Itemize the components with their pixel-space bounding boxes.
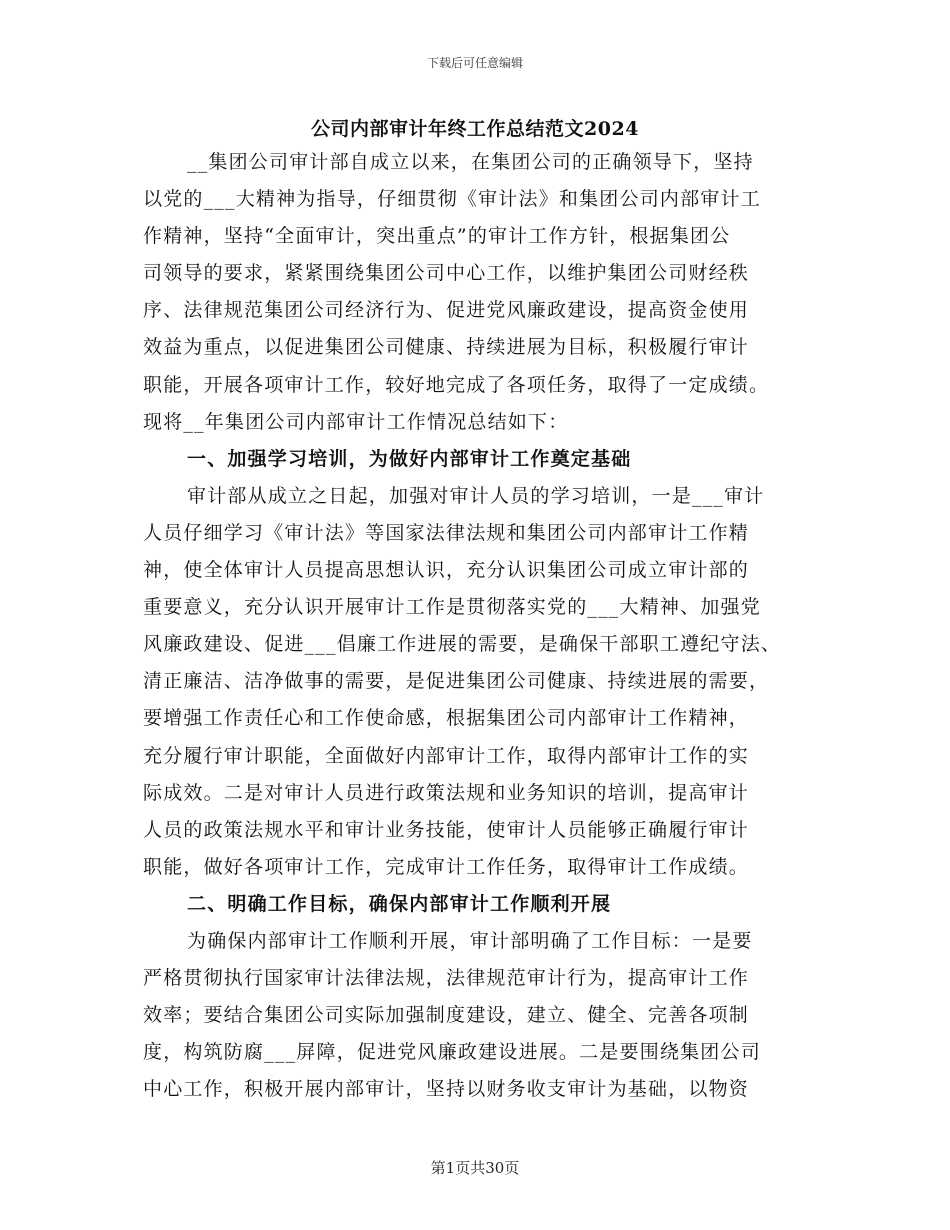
- paragraph-line: 效益为重点，以促进集团公司健康、持续进展为目标，积极履行审计: [143, 336, 750, 359]
- paragraph-line: 度，构筑防腐___屏障，促进党风廉政建设进展。二是要围绕集团公司: [143, 1041, 761, 1064]
- paragraph-line: 以党的___大精神为指导，仔细贯彻《审计法》和集团公司内部审计工: [143, 188, 761, 211]
- paragraph-line: 风廉政建设、促进___倡廉工作进展的需要，是确保干部职工遵纪守法、: [143, 633, 782, 656]
- paragraph-line: 神，使全体审计人员提高思想认识，充分认识集团公司成立审计部的: [143, 559, 750, 582]
- paragraph-line: 充分履行审计职能，全面做好内部审计工作，取得内部审计工作的实: [143, 744, 750, 767]
- document-title: 公司内部审计年终工作总结范文2024: [311, 118, 639, 140]
- paragraph-line: 中心工作，积极开展内部审计，坚持以财务收支审计为基础，以物资: [143, 1078, 750, 1101]
- paragraph-line: 人员的政策法规水平和审计业务技能，使审计人员能够正确履行审计: [143, 818, 750, 841]
- paragraph-line: 序、法律规范集团公司经济行为、促进党风廉政建设，提高资金使用: [143, 299, 750, 322]
- paragraph-line: 审计部从成立之日起，加强对审计人员的学习培训，一是___审计: [187, 484, 765, 507]
- paragraph-line: 作精神，坚持“全面审计，突出重点”的审计工作方针，根据集团公: [143, 225, 731, 248]
- paragraph-line: 效率；要结合集团公司实际加强制度建设，建立、健全、完善各项制: [143, 1004, 750, 1027]
- paragraph-line: 清正廉洁、洁净做事的需要，是促进集团公司健康、持续进展的需要，: [143, 670, 770, 693]
- paragraph-line: 人员仔细学习《审计法》等国家法律法规和集团公司内部审计工作精: [143, 521, 750, 544]
- paragraph-line: 司领导的要求，紧紧围绕集团公司中心工作，以维护集团公司财经秩: [143, 262, 750, 285]
- paragraph-line: 际成效。二是对审计人员进行政策法规和业务知识的培训，提高审计: [143, 781, 750, 804]
- paragraph-line: 职能，做好各项审计工作，完成审计工作任务，取得审计工作成绩。: [143, 855, 750, 878]
- section-heading: 一、加强学习培训，为做好内部审计工作奠定基础: [187, 447, 632, 470]
- document-body: [143, 144, 823, 1108]
- paragraph-line: 重要意义，充分认识开展审计工作是贯彻落实党的___大精神、加强党: [143, 596, 761, 619]
- paragraph-line: 职能，开展各项审计工作，较好地完成了各项任务，取得了一定成绩。: [143, 373, 770, 396]
- section-heading: 二、明确工作目标，确保内部审计工作顺利开展: [187, 892, 612, 915]
- paragraph-line: __集团公司审计部自成立以来，在集团公司的正确领导下，坚持: [187, 151, 754, 173]
- header-note: 下载后可任意编辑: [426, 56, 523, 70]
- paragraph-line: 为确保内部审计工作顺利开展，审计部明确了工作目标：一是要: [187, 929, 753, 952]
- page-number: 第1页共30页: [430, 1159, 520, 1177]
- paragraph-line: 要增强工作责任心和工作使命感，根据集团公司内部审计工作精神，: [143, 707, 750, 730]
- paragraph-line: 现将__年集团公司内部审计工作情况总结如下：: [143, 410, 569, 433]
- paragraph-line: 严格贯彻执行国家审计法律法规，法律规范审计行为，提高审计工作: [143, 967, 750, 990]
